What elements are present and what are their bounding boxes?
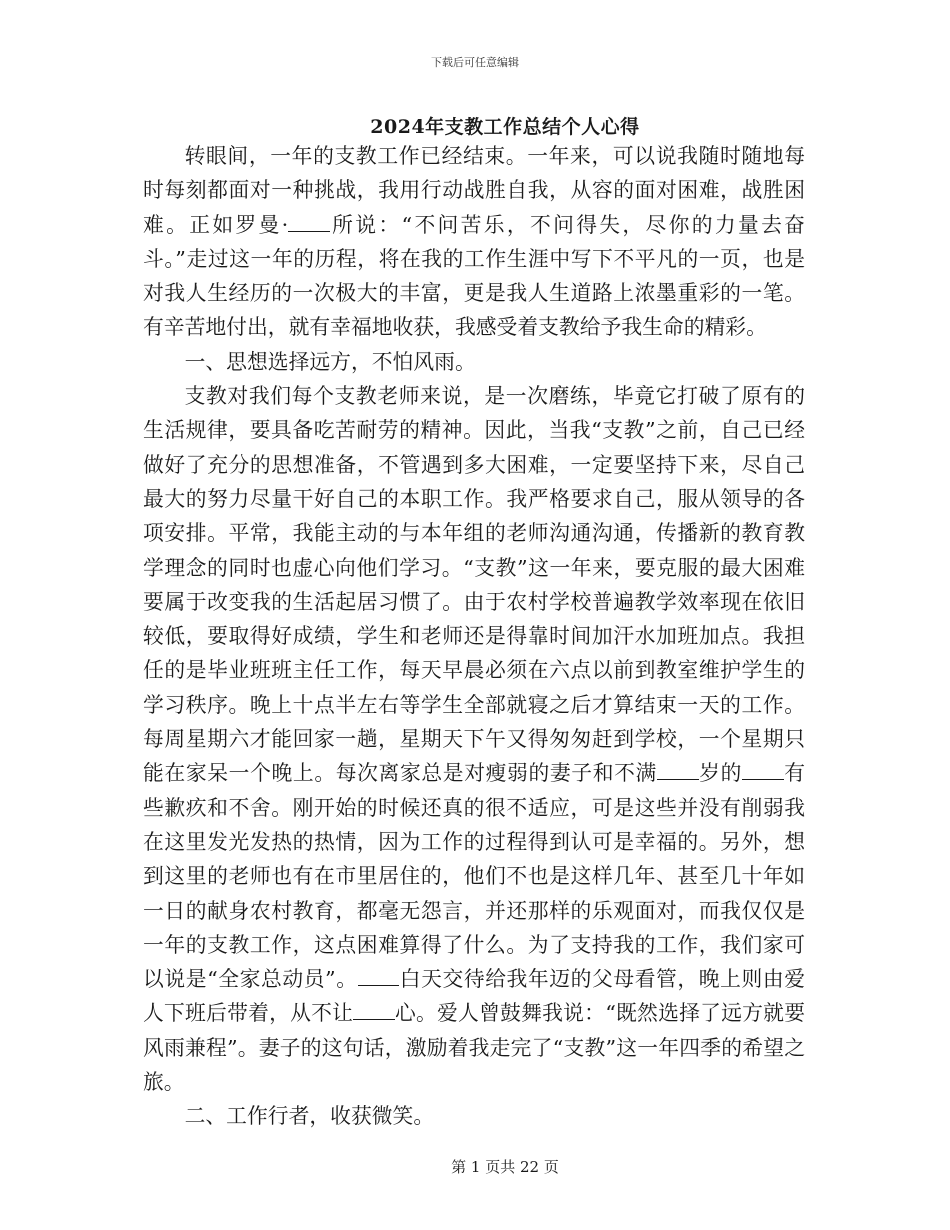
blank-line	[742, 761, 784, 781]
section-heading-1	[143, 345, 805, 379]
paragraph-text: 支教对我们每个支教老师来说，是一次磨练，毕竟它打破了原有的生活规律，要具备吃苦耐劳的精神。因此，当我“支教”之前，自己已经做好了充分的思想准备，不管遇到多大困难，一定要坚持下来，尽自己最大的努力尽量干好自己的本职工作。我严格要求自己，服从领导的各项安排。平常，我能主动的与本年组的老师沟通沟通，传播新的教育教学理念的同时也虚心向他们学习。“支教”这一年来，要克服的最大困难要属于改变我的生活起居习惯了。由于农村学校普遍教学效率现在依旧较低，要取得好成绩，学生和老师还是得靠时间加汗水加班加点。我担任的是毕业班班主任工作，每天早晨必须在六点以前到教室维护学生的学习秩序。晚上十点半左右等学生全部就寝之后才算结束一天的工作。每周星期六才能回家一趟，星期天下午又得匆匆赶到学校，一个星期只能在家呆一个晚上。每次离家总是对瘦弱的妻子和不满	[143, 384, 805, 786]
section-heading-text: 二、工作行者，收获微笑。	[184, 1104, 435, 1129]
paragraph-text: 岁的	[698, 761, 742, 786]
paragraph-intro	[143, 139, 805, 345]
document-body	[143, 139, 805, 1134]
blank-line	[657, 761, 699, 781]
blank-line	[358, 966, 400, 986]
page-number: 第 1 页共 22 页	[451, 1158, 559, 1176]
header-note: 下载后可任意编辑	[431, 56, 519, 69]
section-heading-2	[143, 1099, 805, 1133]
paragraph-section-1	[143, 379, 805, 1099]
paragraph-text: 心。爱人曾鼓舞我说：“既然选择了远方就要风雨兼程”。妻子的这句话，激励着我走完了“支教”这一年四季的希望之旅。	[143, 1001, 805, 1095]
document-title: 2024年支教工作总结个人心得	[370, 116, 640, 138]
paragraph-text: 所说：“不问苦乐，不问得失，尽你的力量去奋斗。”走过这一年的历程，将在我的工作生涯中写下不平凡的一页，也是对我人生经历的一次极大的丰富，更是我人生道路上浓墨重彩的一笔。有辛苦地付出，就有幸福地收获，我感受着支教给予我生命的精彩。	[143, 212, 805, 340]
blank-line	[353, 1001, 395, 1021]
paragraph-text: 白天交待给我年迈的父母看管，晚上则由爱人下班后带着，从不让	[143, 967, 805, 1026]
blank-line	[288, 212, 330, 232]
section-heading-text: 一、思想选择远方，不怕风雨。	[184, 349, 476, 374]
paragraph-text: 有些歉疚和不舍。刚开始的时候还真的很不适应，可是这些并没有削弱我在这里发光发热的热情，因为工作的过程得到认可是幸福的。另外，想到这里的老师也有在市里居住的，他们不也是这样几年、甚至几十年如一日的献身农村教育，都毫无怨言，并还那样的乐观面对，而我仅仅是一年的支教工作，这点困难算得了什么。为了支持我的工作，我们家可以说是“全家总动员”。	[143, 761, 806, 992]
paragraph-text: 转眼间，一年的支教工作已经结束。一年来，可以说我随时随地每时每刻都面对一种挑战，我用行动战胜自我，从容的面对困难，战胜困难。正如罗曼·	[143, 144, 805, 237]
